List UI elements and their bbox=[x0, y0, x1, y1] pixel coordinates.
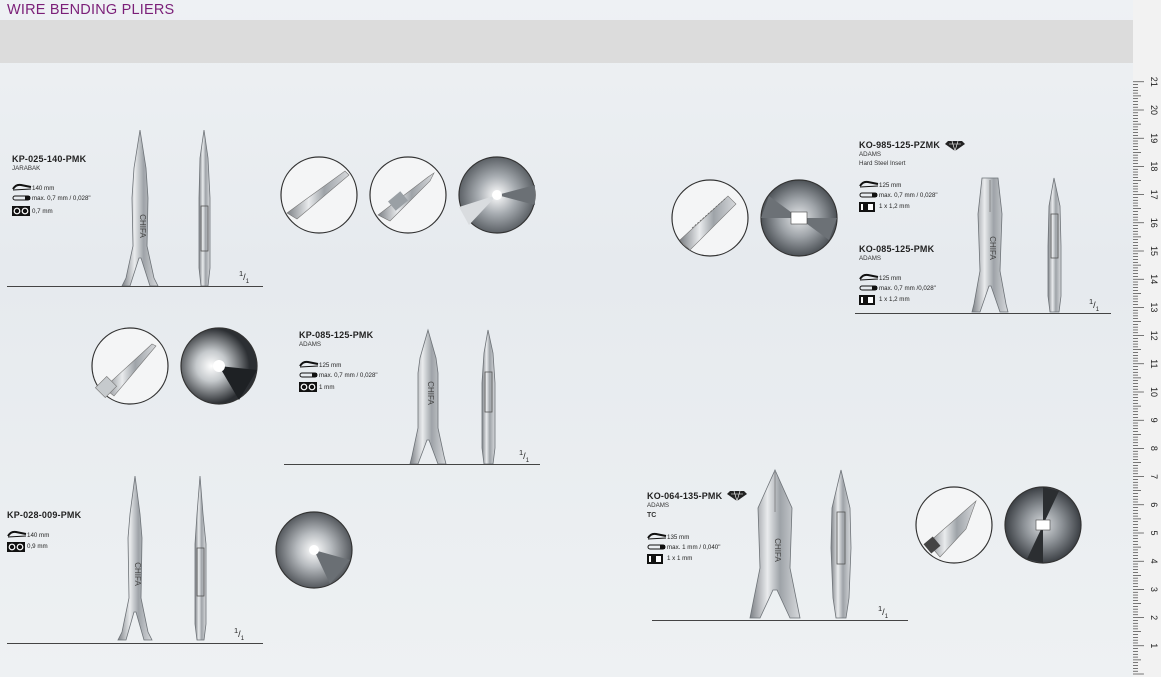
ruler-label: 10 bbox=[1149, 386, 1159, 398]
ruler-label: 4 bbox=[1149, 558, 1159, 564]
product-note: Hard Steel Insert bbox=[859, 160, 906, 167]
ruler-label: 19 bbox=[1149, 133, 1159, 144]
ruler-label: 20 bbox=[1149, 104, 1159, 116]
plier-length-icon bbox=[299, 360, 319, 368]
product-name: ADAMS bbox=[647, 502, 670, 509]
length-spec: 140 mm bbox=[27, 532, 50, 539]
plier-side-image bbox=[474, 328, 504, 466]
ruler-label: 16 bbox=[1149, 217, 1159, 228]
tip-spec: 1 mm bbox=[319, 384, 335, 391]
plier-length-icon bbox=[12, 183, 32, 191]
product-name: ADAMS bbox=[859, 151, 882, 158]
product-code: KO-085-125-PMK bbox=[859, 244, 935, 254]
tip-detail-image bbox=[914, 485, 994, 565]
product-name: ADAMS bbox=[299, 341, 322, 348]
ruler-label: 12 bbox=[1149, 330, 1159, 341]
tip-spec: 1 x 1,2 mm bbox=[879, 203, 910, 210]
product-code: KP-085-125-PMK bbox=[299, 330, 374, 340]
ruler-label: 6 bbox=[1149, 502, 1159, 508]
wire-spec: max. 0,7 mm / 0,028" bbox=[32, 195, 91, 202]
tip-spec: 1 x 1 mm bbox=[667, 555, 693, 562]
wire-spec: max. 0,7 mm / 0,028" bbox=[319, 372, 378, 379]
plier-side-image bbox=[824, 468, 858, 620]
product-code: KO-064-135-PMK bbox=[647, 491, 723, 501]
ruler-label: 3 bbox=[1149, 586, 1159, 592]
wire-icon bbox=[859, 285, 879, 291]
tip-detail-image bbox=[279, 155, 359, 235]
wire-spec: max. 0,7 mm / 0,028" bbox=[879, 192, 938, 199]
product-code: KP-028-009-PMK bbox=[7, 510, 82, 520]
product-name: JARABAK bbox=[12, 165, 41, 172]
jaw-detail-image bbox=[759, 178, 839, 258]
tip-detail-image bbox=[90, 326, 170, 406]
jaw-detail-image bbox=[179, 326, 259, 406]
plier-side-image bbox=[1040, 176, 1070, 314]
ruler-label: 5 bbox=[1149, 530, 1159, 536]
square-tip-icon bbox=[859, 295, 875, 305]
ruler-label: 11 bbox=[1149, 359, 1159, 369]
plier-side-image bbox=[190, 128, 220, 288]
brand-mark: CHIFA bbox=[773, 538, 782, 562]
ruler bbox=[1133, 62, 1161, 677]
plier-front-image bbox=[960, 176, 1020, 314]
baseline bbox=[7, 643, 263, 644]
plier-length-icon bbox=[647, 532, 667, 540]
ruler-label: 2 bbox=[1149, 615, 1159, 621]
brand-mark: CHIFA bbox=[426, 381, 435, 405]
tip-spec: 0,7 mm bbox=[32, 208, 53, 215]
wire-icon bbox=[859, 192, 879, 198]
header-band bbox=[0, 20, 1133, 63]
plier-front-image bbox=[740, 468, 810, 620]
plier-length-icon bbox=[859, 180, 879, 188]
plier-side-image bbox=[186, 474, 216, 642]
ruler-label: 17 bbox=[1149, 189, 1159, 200]
tip-spec: 1 x 1,2 mm bbox=[879, 296, 910, 303]
ruler-label: 15 bbox=[1149, 245, 1159, 257]
length-spec: 125 mm bbox=[879, 275, 902, 282]
plier-front-image bbox=[110, 128, 170, 288]
diamond-icon bbox=[944, 140, 966, 152]
length-spec: 125 mm bbox=[879, 182, 902, 189]
square-tip-icon bbox=[647, 554, 663, 564]
scale-label: $^1/_1$ bbox=[878, 604, 889, 620]
jaw-detail-image bbox=[274, 510, 354, 590]
product-code: KO-985-125-PZMK bbox=[859, 140, 941, 150]
round-tip-icon bbox=[12, 206, 30, 216]
product-code: KP-025-140-PMK bbox=[12, 154, 87, 164]
scale-label: $^1/_1$ bbox=[234, 626, 245, 642]
length-spec: 135 mm bbox=[667, 534, 690, 541]
wire-spec: max. 0,7 mm /0,028" bbox=[879, 285, 936, 292]
ruler-label: 7 bbox=[1149, 474, 1159, 480]
length-spec: 125 mm bbox=[319, 362, 342, 369]
scale-label: $^1/_1$ bbox=[1089, 297, 1100, 313]
ruler-label: 9 bbox=[1149, 417, 1159, 423]
baseline bbox=[7, 286, 263, 287]
ruler-label: 21 bbox=[1149, 76, 1159, 87]
tip-spec: 0,9 mm bbox=[27, 543, 48, 550]
baseline bbox=[855, 313, 1111, 314]
length-spec: 140 mm bbox=[32, 185, 55, 192]
tip-detail-image bbox=[368, 155, 448, 235]
product-note: TC bbox=[647, 512, 657, 519]
plier-length-icon bbox=[7, 530, 27, 538]
ruler-label: 8 bbox=[1149, 445, 1159, 451]
wire-icon bbox=[299, 372, 319, 378]
baseline bbox=[284, 464, 540, 465]
product-name: ADAMS bbox=[859, 255, 882, 262]
round-tip-icon bbox=[7, 542, 25, 552]
brand-mark: CHIFA bbox=[133, 562, 142, 586]
scale-label: $^1/_1$ bbox=[519, 448, 530, 464]
page-title: WIRE BENDING PLIERS bbox=[7, 2, 175, 18]
plier-length-icon bbox=[859, 273, 879, 281]
jaw-detail-image bbox=[457, 155, 537, 235]
plier-front-image bbox=[108, 474, 162, 642]
ruler-label: 18 bbox=[1149, 161, 1159, 172]
jaw-detail-image bbox=[1003, 485, 1083, 565]
wire-spec: max. 1 mm / 0,040" bbox=[667, 544, 721, 551]
tip-detail-image bbox=[670, 178, 750, 258]
scale-label: $^1/_1$ bbox=[239, 269, 250, 285]
plier-front-image bbox=[398, 328, 458, 466]
brand-mark: CHIFA bbox=[138, 214, 147, 238]
ruler-label: 14 bbox=[1149, 274, 1159, 285]
wire-icon bbox=[647, 544, 667, 550]
brand-mark: CHIFA bbox=[988, 236, 997, 260]
baseline bbox=[652, 620, 908, 621]
square-tip-icon bbox=[859, 202, 875, 212]
ruler-label: 13 bbox=[1149, 302, 1159, 313]
wire-icon bbox=[12, 195, 32, 201]
round-tip-icon bbox=[299, 382, 317, 392]
ruler-label: 1 bbox=[1149, 643, 1159, 649]
